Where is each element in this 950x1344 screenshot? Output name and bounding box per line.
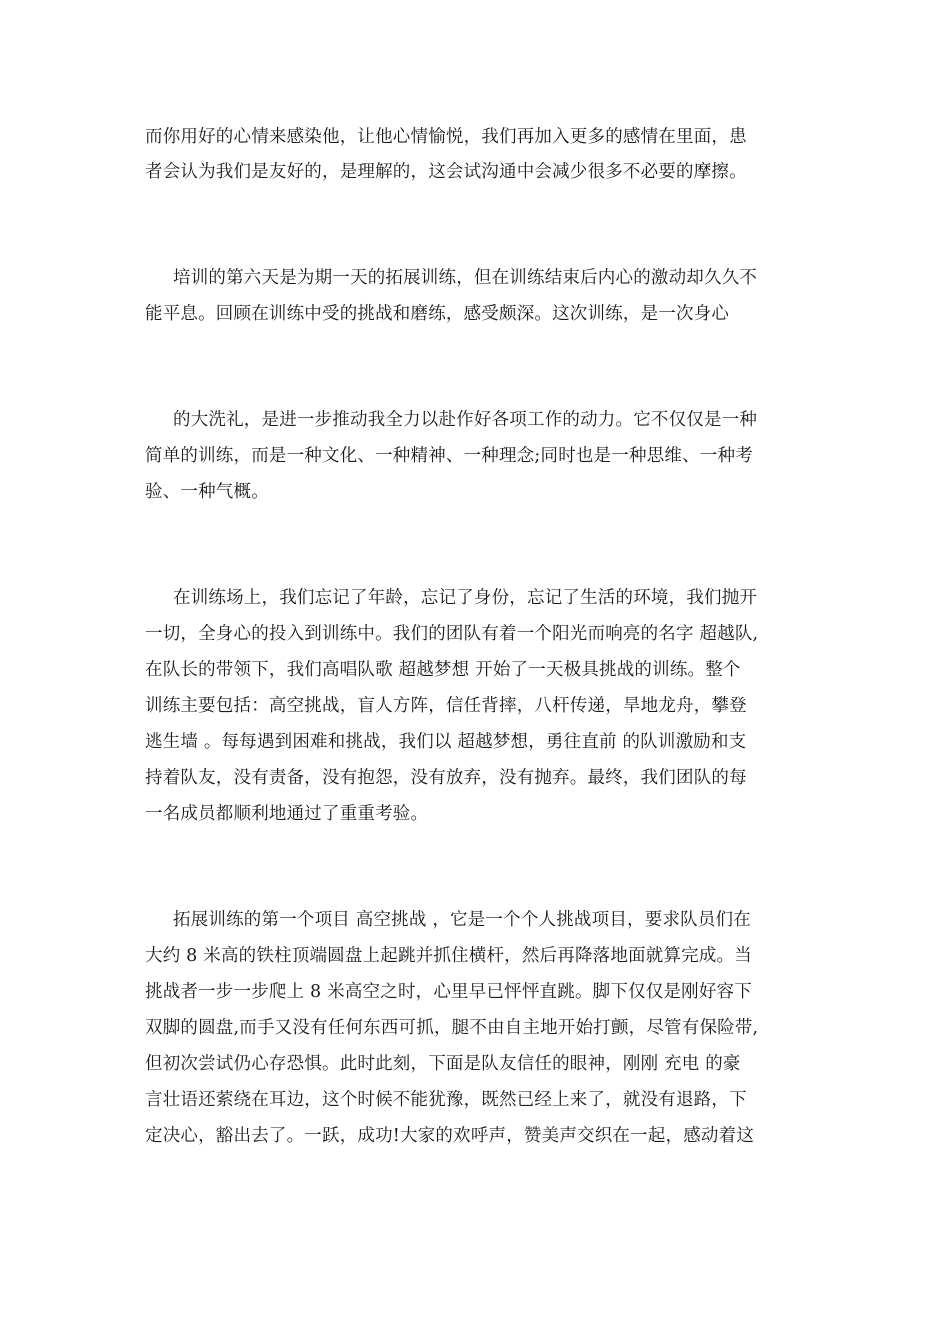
paragraph-start-line: 的大洗礼，是进一步推动我全力以赴作好各项工作的动力。它不仅仅是一种	[173, 410, 758, 430]
text-line: 双脚的圆盘,而手又没有任何东西可抓，腿不由自主地开始打颤，尽管有保险带,	[145, 1018, 759, 1038]
text-line: 者会认为我们是友好的，是理解的，这会试沟通中会减少很多不必要的摩擦。	[145, 162, 747, 182]
text-line: 定决心，豁出去了。一跃，成功!大家的欢呼声，赞美声交织在一起，感动着这	[145, 1126, 755, 1146]
text-line: 一切，全身心的投入到训练中。我们的团队有着一个阳光而响亮的名字 超越队,	[145, 624, 759, 644]
text-line: 而你用好的心情来感染他，让他心情愉悦，我们再加入更多的感情在里面，患	[145, 127, 747, 147]
text-line: 简单的训练，而是一种文化、一种精神、一种理念;同时也是一种思维、一种考	[145, 446, 753, 466]
text-line: 大约 8 米高的铁柱顶端圆盘上起跳并抓住横杆，然后再降落地面就算完成。当	[145, 946, 752, 966]
paragraph-start-line: 培训的第六天是为期一天的拓展训练，但在训练结束后内心的激动却久久不	[173, 268, 758, 288]
text-line: 但初次尝试仍心存恐惧。此时此刻，下面是队友信任的眼神，刚刚 充电 的豪	[145, 1054, 741, 1074]
text-line: 逃生墙 。每每遇到困难和挑战，我们以 超越梦想，勇往直前 的队训激励和支	[145, 732, 747, 752]
text-line: 在队长的带领下，我们高唱队歌 超越梦想 开始了一天极具挑战的训练。整个	[145, 660, 741, 680]
paragraph-start-line: 在训练场上，我们忘记了年龄，忘记了身份，忘记了生活的环境，我们抛开	[173, 588, 758, 608]
text-line: 言壮语还萦绕在耳边，这个时候不能犹豫，既然已经上来了，就没有退路，下	[145, 1090, 747, 1110]
text-line: 能平息。回顾在训练中受的挑战和磨练，感受颇深。这次训练，是一次身心	[145, 304, 730, 324]
text-line: 训练主要包括：高空挑战，盲人方阵，信任背摔，八杆传递，旱地龙舟，攀登	[145, 696, 747, 716]
text-line: 持着队友，没有责备，没有抱怨，没有放弃，没有抛弃。最终，我们团队的每	[145, 768, 747, 788]
text-line: 一名成员都顺利地通过了重重考验。	[145, 804, 429, 824]
text-line: 验、一种气概。	[145, 482, 269, 502]
paragraph-start-line: 拓展训练的第一个项目 高空挑战 ，它是一个个人挑战项目，要求队员们在	[173, 910, 751, 930]
text-line: 挑战者一步一步爬上 8 米高空之时，心里早已怦怦直跳。脚下仅仅是刚好容下	[145, 982, 752, 1002]
